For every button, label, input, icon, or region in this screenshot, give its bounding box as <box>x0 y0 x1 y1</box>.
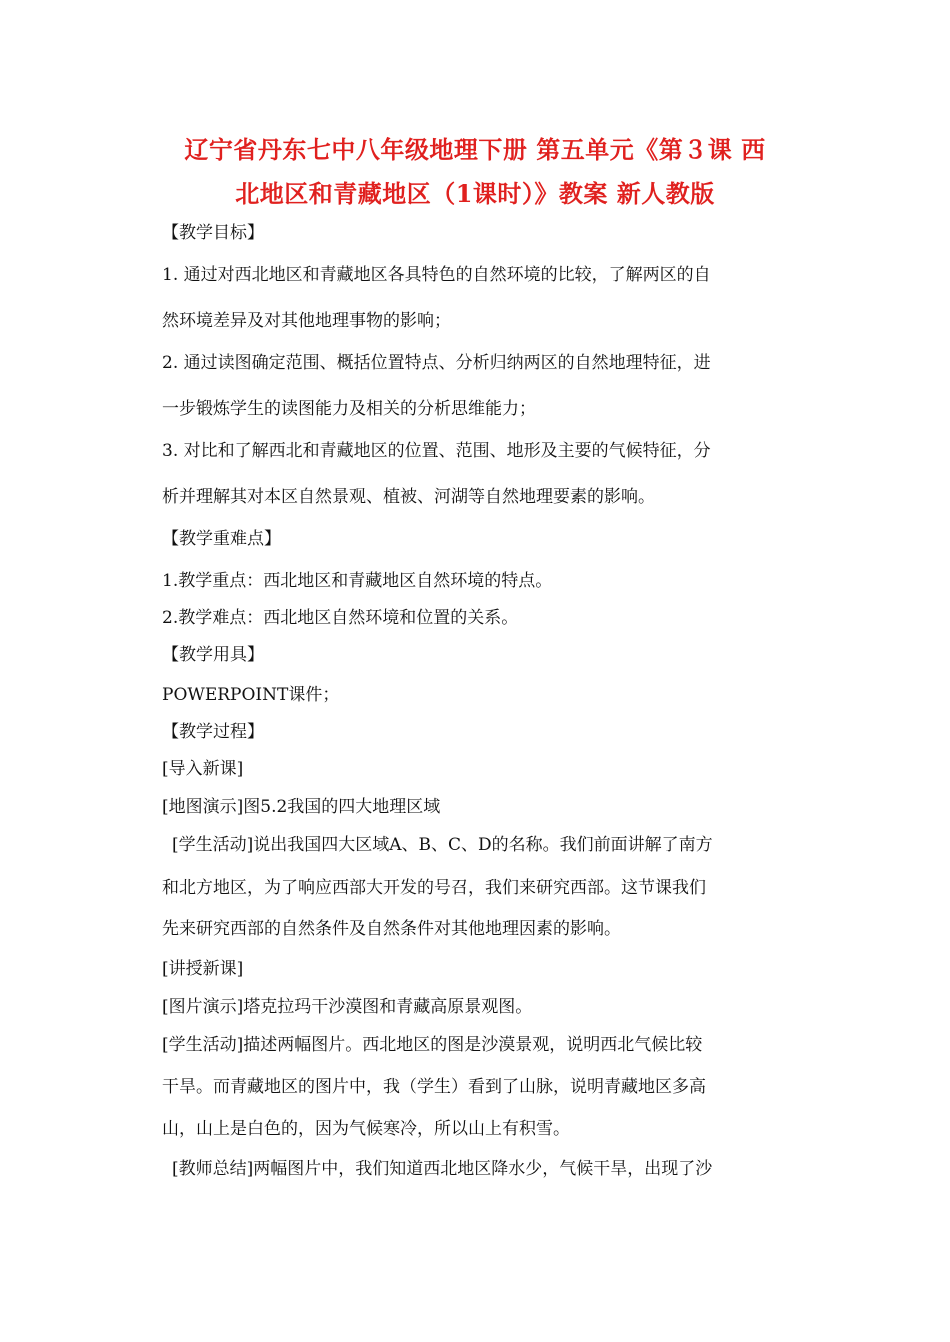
goal-1-line-1: 1. 通过对西北地区和青藏地区各具特色的自然环境的比较，了解两区的自 <box>162 265 711 285</box>
activity-2-line-2: 干旱。而青藏地区的图片中，我（学生）看到了山脉，说明青藏地区多高 <box>162 1077 706 1097</box>
heading-teaching-process: 【教学过程】 <box>162 722 264 742</box>
goal-3-line-1: 3. 对比和了解西北和青藏地区的位置、范围、地形及主要的气候特征，分 <box>162 441 711 461</box>
activity-1-line-3: 先来研究西部的自然条件及自然条件对其他地理因素的影响。 <box>162 919 621 939</box>
key-point-1: 1.教学重点：西北地区和青藏地区自然环境的特点。 <box>162 571 553 591</box>
document-title <box>150 128 800 216</box>
tools-text: POWERPOINT课件； <box>162 685 340 705</box>
title-line-2: 北地区和青藏地区（1课时）》教案 新人教版 <box>235 179 715 208</box>
heading-key-points: 【教学重难点】 <box>162 529 281 549</box>
picture-demo-line: [图片演示]塔克拉玛干沙漠图和青藏高原景观图。 <box>162 997 533 1017</box>
activity-1-line-2: 和北方地区，为了响应西部大开发的号召，我们来研究西部。这节课我们 <box>162 878 706 898</box>
goal-2-line-2: 一步锻炼学生的读图能力及相关的分析思维能力； <box>162 399 536 419</box>
goal-2-line-1: 2. 通过读图确定范围、概括位置特点、分析归纳两区的自然地理特征，进 <box>162 353 711 373</box>
map-demo-line: [地图演示]图5.2我国的四大地理区域 <box>162 797 441 817</box>
goal-3-line-2: 析并理解其对本区自然景观、植被、河湖等自然地理要素的影响。 <box>162 487 655 507</box>
activity-2-line-3: 山，山上是白色的，因为气候寒冷，所以山上有积雪。 <box>162 1119 570 1139</box>
activity-2-line-1: [学生活动]描述两幅图片。西北地区的图是沙漠景观，说明西北气候比较 <box>162 1035 703 1055</box>
teach-label: [讲授新课] <box>162 959 244 979</box>
intro-label: [导入新课] <box>162 759 244 779</box>
teacher-summary-line-1: [教师总结]两幅图片中，我们知道西北地区降水少，气候干旱，出现了沙 <box>172 1159 713 1179</box>
title-line-1: 辽宁省丹东七中八年级地理下册 第五单元《第３课 西 <box>184 135 766 164</box>
heading-teaching-tools: 【教学用具】 <box>162 645 264 665</box>
goal-1-line-2: 然环境差异及对其他地理事物的影响； <box>162 311 451 331</box>
key-point-2: 2.教学难点：西北地区自然环境和位置的关系。 <box>162 608 519 628</box>
heading-teaching-goals: 【教学目标】 <box>162 223 264 243</box>
activity-1-line-1: [学生活动]说出我国四大区域A、B、C、D的名称。我们前面讲解了南方 <box>172 835 713 855</box>
